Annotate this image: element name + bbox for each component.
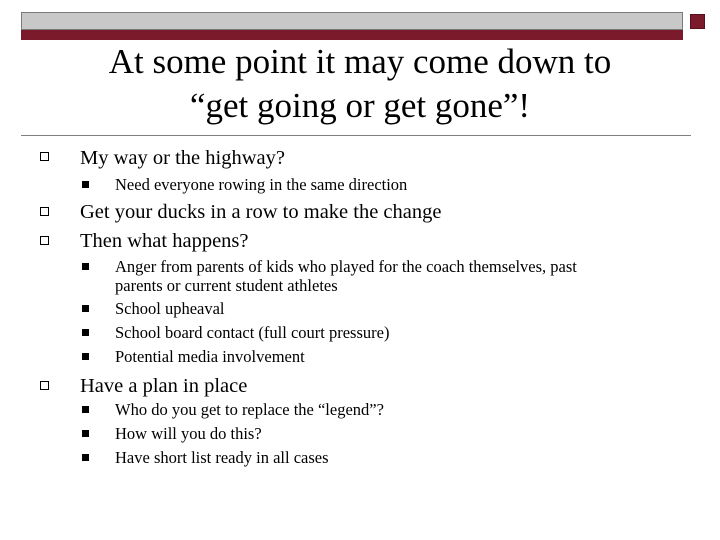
filled-square-bullet-icon xyxy=(82,454,89,461)
sub-bullet-item-continued: parents or current student athletes xyxy=(115,276,338,295)
corner-square xyxy=(690,14,705,29)
filled-square-bullet-icon xyxy=(82,430,89,437)
header-band xyxy=(21,12,683,30)
bullet-item: Have a plan in place xyxy=(80,375,248,397)
sub-bullet-item: Potential media involvement xyxy=(115,347,305,366)
sub-bullet-item: Have short list ready in all cases xyxy=(115,448,329,467)
sub-bullet-item: Need everyone rowing in the same direction xyxy=(115,175,408,194)
sub-bullet-item: School board contact (full court pressure) xyxy=(115,323,390,342)
header-accent-bar xyxy=(21,30,683,40)
filled-square-bullet-icon xyxy=(82,353,89,360)
square-bullet-icon xyxy=(40,207,49,216)
square-bullet-icon xyxy=(40,381,49,390)
filled-square-bullet-icon xyxy=(82,305,89,312)
filled-square-bullet-icon xyxy=(82,406,89,413)
filled-square-bullet-icon xyxy=(82,263,89,270)
sub-bullet-item: Anger from parents of kids who played for the coach themselves, past xyxy=(115,257,577,276)
filled-square-bullet-icon xyxy=(82,181,89,188)
square-bullet-icon xyxy=(40,236,49,245)
filled-square-bullet-icon xyxy=(82,329,89,336)
bullet-item: My way or the highway? xyxy=(80,147,285,169)
square-bullet-icon xyxy=(40,152,49,161)
slide-title xyxy=(0,40,720,128)
slide-title-line-1: At some point it may come down to xyxy=(108,42,612,81)
title-divider xyxy=(21,135,691,136)
sub-bullet-item: Who do you get to replace the “legend”? xyxy=(115,400,384,419)
slide-title-line-2: “get going or get gone”! xyxy=(189,86,531,125)
sub-bullet-item: How will you do this? xyxy=(115,424,262,443)
bullet-item: Then what happens? xyxy=(80,230,249,252)
bullet-item: Get your ducks in a row to make the change xyxy=(80,201,442,223)
sub-bullet-item: School upheaval xyxy=(115,299,225,318)
